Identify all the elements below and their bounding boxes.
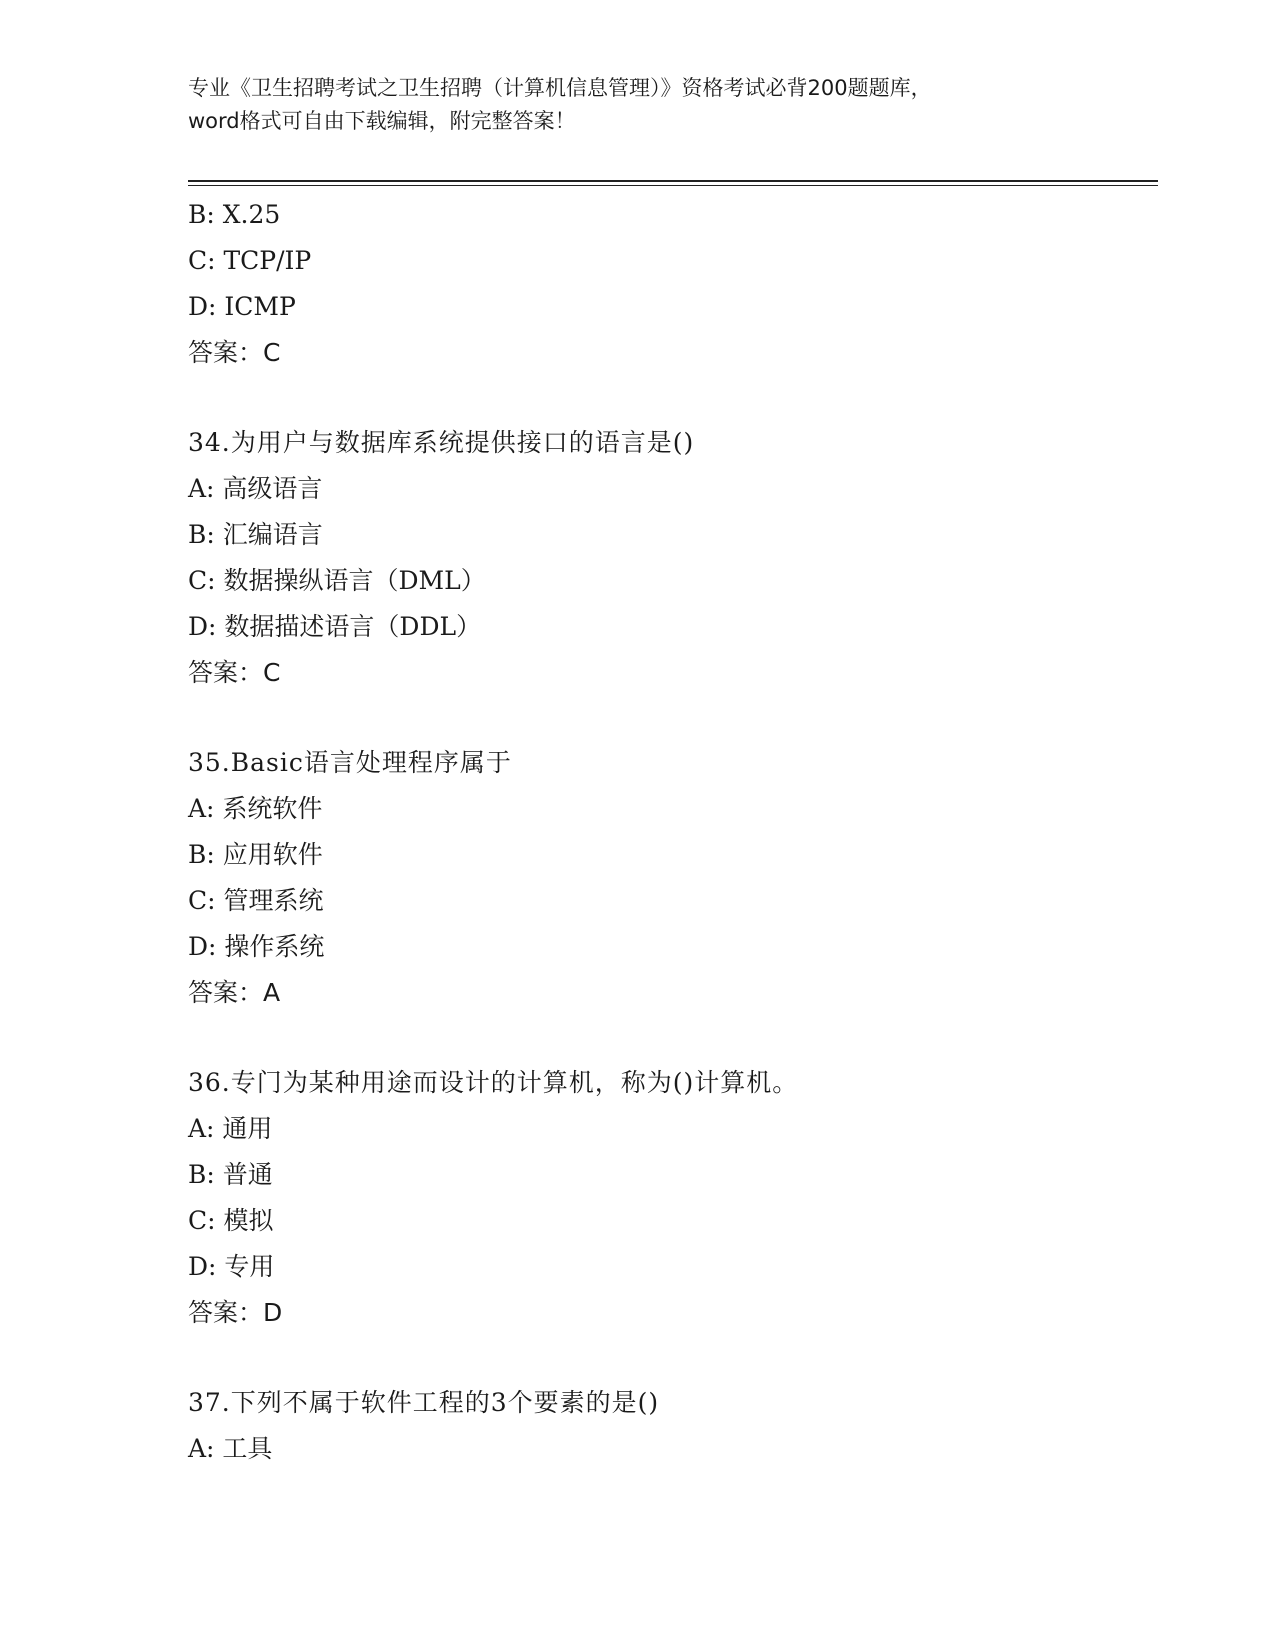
header-divider-thick bbox=[188, 180, 1158, 182]
option-b: B: 汇编语言 bbox=[188, 520, 323, 549]
answer-line: 答案：C bbox=[188, 338, 281, 367]
option-a: A: 高级语言 bbox=[188, 474, 323, 503]
option-d: D: ICMP bbox=[188, 292, 296, 321]
header-line-2: word格式可自由下载编辑，附完整答案！ bbox=[188, 109, 576, 133]
option-d: D: 专用 bbox=[188, 1252, 275, 1281]
option-a: A: 通用 bbox=[188, 1114, 273, 1143]
option-c: C: 管理系统 bbox=[188, 886, 324, 915]
option-b: B: 应用软件 bbox=[188, 840, 323, 869]
option-c: C: TCP/IP bbox=[188, 246, 312, 275]
question-title: 37.下列不属于软件工程的3个要素的是() bbox=[188, 1388, 660, 1417]
question-34 bbox=[188, 420, 1158, 696]
question-title: 36.专门为某种用途而设计的计算机，称为()计算机。 bbox=[188, 1068, 799, 1097]
question-fragment bbox=[188, 192, 1158, 376]
question-36 bbox=[188, 1060, 1158, 1336]
option-a: A: 工具 bbox=[188, 1434, 273, 1463]
answer-line: 答案：C bbox=[188, 658, 281, 687]
header-divider-thin bbox=[188, 185, 1158, 186]
question-title: 35.Basic语言处理程序属于 bbox=[188, 748, 512, 777]
document-header bbox=[188, 72, 1088, 138]
option-d: D: 操作系统 bbox=[188, 932, 325, 961]
answer-line: 答案：D bbox=[188, 1298, 283, 1327]
question-title: 34.为用户与数据库系统提供接口的语言是() bbox=[188, 428, 695, 457]
option-b: B: X.25 bbox=[188, 200, 281, 229]
question-37 bbox=[188, 1380, 1158, 1472]
question-35 bbox=[188, 740, 1158, 1016]
option-a: A: 系统软件 bbox=[188, 794, 323, 823]
option-c: C: 数据操纵语言（DML） bbox=[188, 566, 486, 595]
header-line-1: 专业《卫生招聘考试之卫生招聘（计算机信息管理）》资格考试必背200题题库， bbox=[188, 76, 932, 100]
option-c: C: 模拟 bbox=[188, 1206, 274, 1235]
option-b: B: 普通 bbox=[188, 1160, 273, 1189]
question-list bbox=[188, 192, 1158, 1472]
option-d: D: 数据描述语言（DDL） bbox=[188, 612, 482, 641]
answer-line: 答案：A bbox=[188, 978, 281, 1007]
